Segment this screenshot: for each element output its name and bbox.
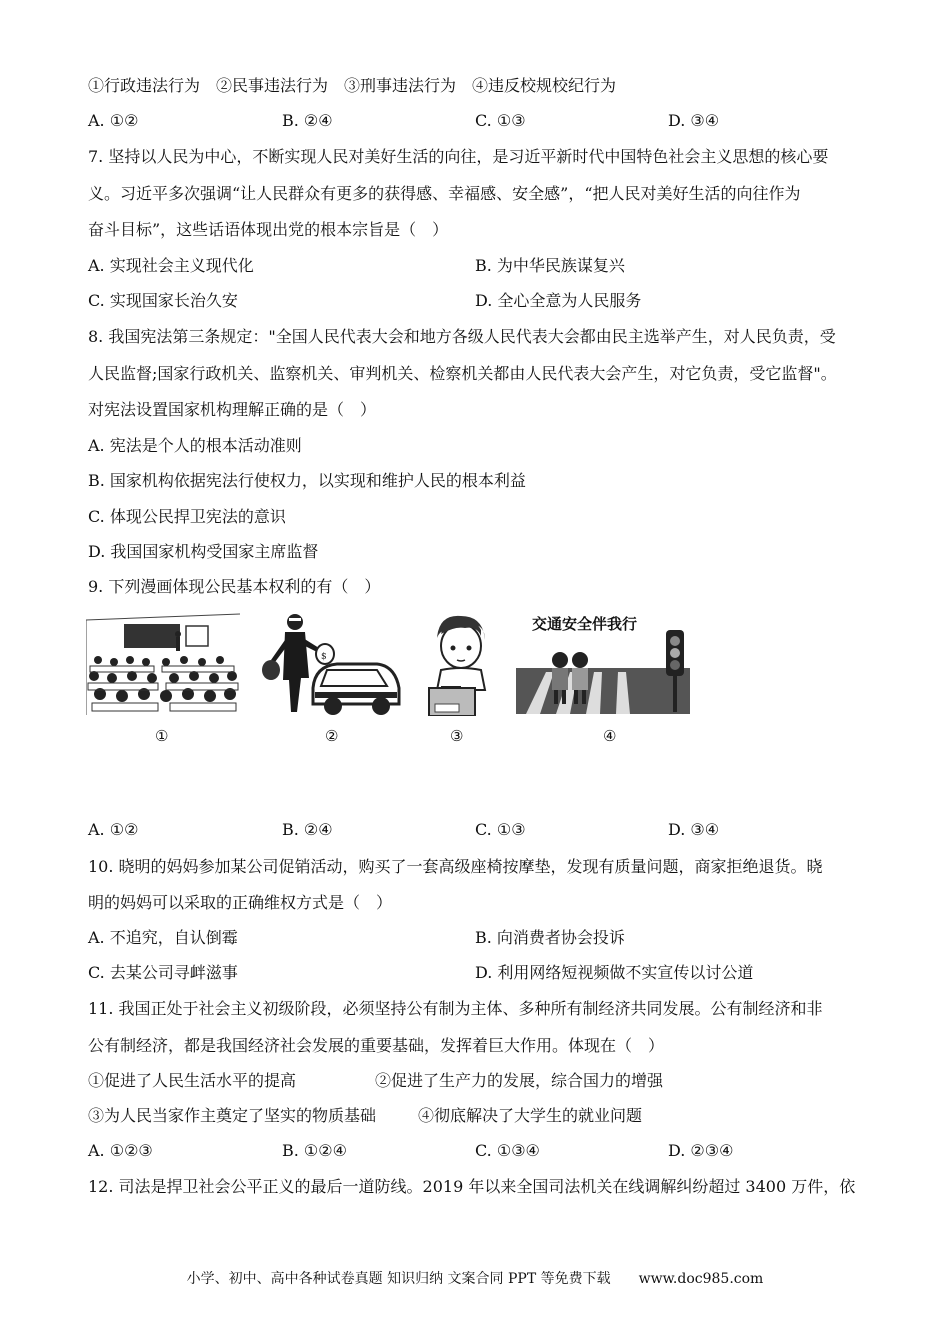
q6-option-c: C. ①③ (475, 111, 526, 130)
q11-stem-line-1: 11. 我国正处于社会主义初级阶段，必须坚持公有制为主体、多种所有制经济共同发展。公有制经济和非 (88, 999, 823, 1018)
q9-option-a: A. ①② (88, 820, 139, 839)
q7-stem-line-2: 义。习近平多次强调“让人民群众有更多的获得感、幸福感、安全感”，“把人民对美好生活的向往作为 (88, 184, 801, 203)
q11-option-c: C. ①③④ (475, 1141, 540, 1160)
page-footer: 小学、初中、高中各种试卷真题 知识归纳 文案合同 PPT 等免费下载 www.doc985.com (186, 1271, 764, 1287)
q10-option-b: B. 向消费者协会投诉 (475, 928, 625, 947)
q9-option-d: D. ③④ (668, 820, 720, 839)
q10-option-c: C. 去某公司寻衅滋事 (88, 963, 238, 982)
q11-item-4: ④彻底解决了大学生的就业问题 (418, 1106, 643, 1125)
q7-option-d: D. 全心全意为人民服务 (475, 291, 642, 310)
q8-stem-line-2: 人民监督;国家行政机关、监察机关、审判机关、检察机关都由人民代表大会产生，对它负责，受它监督"。 (88, 364, 837, 383)
q8-option-c: C. 体现公民捍卫宪法的意识 (88, 507, 286, 526)
q6-items: ①行政违法行为 ②民事违法行为 ③刑事违法行为 ④违反校规校纪行为 (88, 76, 617, 95)
q10-option-a: A. 不追究，自认倒霉 (88, 928, 238, 947)
caption-4: ④ (603, 727, 617, 745)
caption-1: ① (155, 727, 169, 745)
q7-option-b: B. 为中华民族谋复兴 (475, 256, 625, 275)
q9-option-c: C. ①③ (475, 820, 526, 839)
traffic-slogan: 交通安全伴我行 (532, 615, 638, 633)
classroom-cartoon (86, 610, 240, 715)
q11-item-3: ③为人民当家作主奠定了坚实的物质基础 (88, 1106, 377, 1125)
q8-option-a: A. 宪法是个人的根本活动准则 (88, 436, 302, 455)
q10-option-d: D. 利用网络短视频做不实宣传以讨公道 (475, 963, 754, 982)
q11-option-d: D. ②③④ (668, 1141, 734, 1160)
q10-stem-line-2: 明的妈妈可以采取的正确维权方式是（ ） (88, 893, 393, 912)
q10-stem-line-1: 10. 晓明的妈妈参加某公司促销活动，购买了一套高级座椅按摩垫，发现有质量问题，商家拒绝退货。晓 (88, 857, 823, 876)
q6-option-d: D. ③④ (668, 111, 720, 130)
ballot-cartoon (425, 612, 495, 716)
q6-option-a: A. ①② (88, 111, 139, 130)
q11-stem-line-2: 公有制经济，都是我国经济社会发展的重要基础，发挥着巨大作用。体现在（ ） (88, 1036, 665, 1055)
q11-item-2: ②促进了生产力的发展，综合国力的增强 (375, 1071, 664, 1090)
q9-stem: 9. 下列漫画体现公民基本权利的有（ ） (88, 577, 381, 596)
caption-2: ② (325, 727, 339, 745)
caption-3: ③ (450, 727, 464, 745)
q11-option-b: B. ①②④ (282, 1141, 347, 1160)
money-sign-icon: $ (321, 652, 327, 662)
q7-option-c: C. 实现国家长治久安 (88, 291, 238, 310)
q9-option-b: B. ②④ (282, 820, 333, 839)
q8-stem-line-3: 对宪法设置国家机构理解正确的是（ ） (88, 400, 377, 419)
q8-option-b: B. 国家机构依据宪法行使权力，以实现和维护人民的根本利益 (88, 471, 526, 490)
money-car-cartoon (257, 608, 405, 718)
q6-option-b: B. ②④ (282, 111, 333, 130)
q11-option-a: A. ①②③ (88, 1141, 153, 1160)
q12-stem-line-1: 12. 司法是捍卫社会公平正义的最后一道防线。2019 年以来全国司法机关在线调解纠纷超过 3400 万件，依 (88, 1177, 856, 1196)
q7-stem-line-3: 奋斗目标”，这些话语体现出党的根本宗旨是（ ） (88, 220, 449, 239)
q7-option-a: A. 实现社会主义现代化 (88, 256, 254, 275)
q7-stem-line-1: 7. 坚持以人民为中心，不断实现人民对美好生活的向往，是习近平新时代中国特色社会主义思想的核心要 (88, 147, 829, 166)
q8-stem-line-1: 8. 我国宪法第三条规定："全国人民代表大会和地方各级人民代表大会都由民主选举产生，对人民负责，受 (88, 327, 836, 346)
q8-option-d: D. 我国国家机构受国家主席监督 (88, 542, 319, 561)
q11-item-1: ①促进了人民生活水平的提高 (88, 1071, 297, 1090)
